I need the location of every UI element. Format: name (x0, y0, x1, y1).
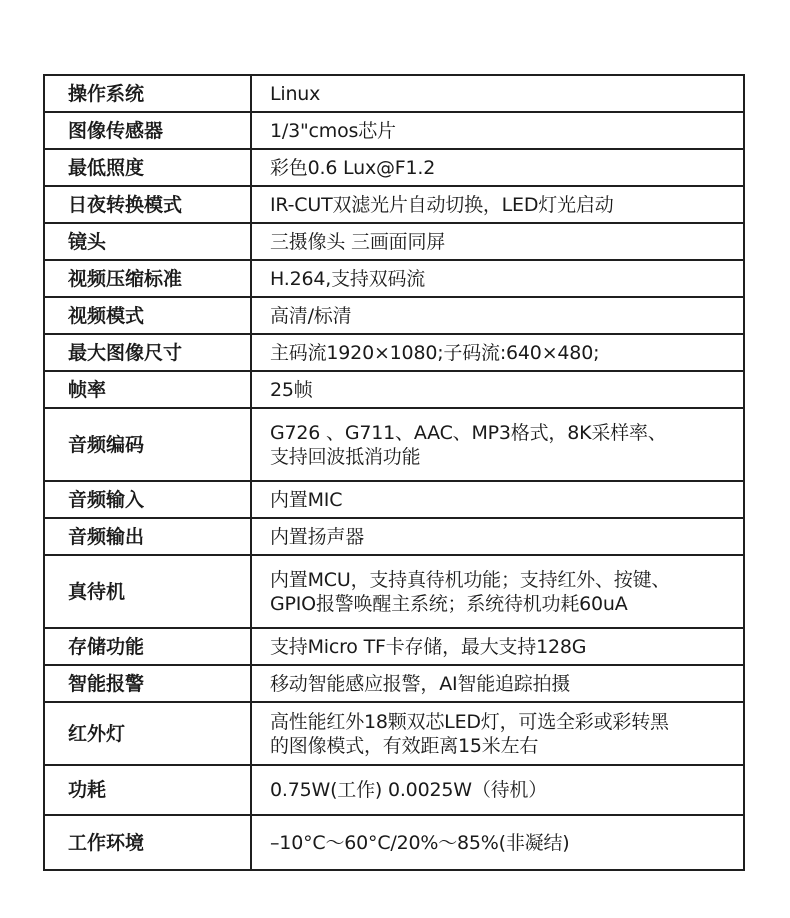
spec-label: 最低照度 (44, 149, 251, 186)
spec-label: 红外灯 (44, 702, 251, 765)
spec-row (44, 371, 744, 408)
spec-value-cell (251, 481, 744, 518)
spec-value-cell (251, 334, 744, 371)
spec-table-body (44, 75, 744, 870)
spec-label: 最大图像尺寸 (44, 334, 251, 371)
spec-value-cell (251, 702, 744, 765)
spec-value: H.264,支持双码流 (270, 267, 426, 290)
spec-value: Linux (270, 82, 321, 105)
spec-label: 工作环境 (44, 815, 251, 870)
spec-value-cell (251, 765, 744, 815)
spec-value: 主码流1920×1080;子码流:640×480; (270, 341, 600, 364)
spec-label: 镜头 (44, 223, 251, 260)
spec-value: 移动智能感应报警，AI智能追踪拍摄 (270, 672, 571, 695)
spec-label: 智能报警 (44, 665, 251, 702)
spec-label: 功耗 (44, 765, 251, 815)
spec-table (43, 74, 745, 871)
spec-value: 高性能红外18颗双芯LED灯，可选全彩或彩转黑 的图像模式，有效距离15米左右 (270, 710, 669, 757)
spec-row (44, 628, 744, 665)
spec-value-cell (251, 186, 744, 223)
spec-value: IR-CUT双滤光片自动切换，LED灯光启动 (270, 193, 614, 216)
spec-value-cell (251, 297, 744, 334)
spec-row (44, 555, 744, 628)
spec-row (44, 665, 744, 702)
spec-value-cell (251, 408, 744, 481)
spec-value-cell (251, 665, 744, 702)
spec-row (44, 260, 744, 297)
spec-row (44, 518, 744, 555)
spec-value: 0.75W(工作) 0.0025W（待机） (270, 779, 548, 801)
spec-label: 图像传感器 (44, 112, 251, 149)
spec-value: 1/3"cmos芯片 (270, 119, 396, 142)
spec-value: 内置扬声器 (270, 525, 365, 548)
spec-row (44, 702, 744, 765)
spec-row (44, 297, 744, 334)
spec-label: 音频输入 (44, 481, 251, 518)
spec-value: 彩色0.6 Lux@F1.2 (270, 156, 436, 179)
spec-label: 音频编码 (44, 408, 251, 481)
spec-row (44, 408, 744, 481)
spec-value-cell (251, 112, 744, 149)
spec-row (44, 186, 744, 223)
spec-row (44, 334, 744, 371)
spec-label: 日夜转换模式 (44, 186, 251, 223)
spec-value-cell (251, 223, 744, 260)
spec-label: 视频模式 (44, 297, 251, 334)
spec-value: 25帧 (270, 378, 313, 401)
spec-value: 内置MIC (270, 488, 343, 511)
spec-value-cell (251, 371, 744, 408)
spec-value-cell (251, 555, 744, 628)
spec-value-cell (251, 815, 744, 870)
spec-value: 支持Micro TF卡存储，最大支持128G (270, 635, 587, 658)
spec-row (44, 223, 744, 260)
spec-row (44, 75, 744, 112)
spec-row (44, 481, 744, 518)
spec-value: 内置MCU，支持真待机功能；支持红外、按键、 GPIO报警唤醒主系统；系统待机功耗60uA (270, 568, 671, 615)
spec-label: 操作系统 (44, 75, 251, 112)
spec-label: 视频压缩标准 (44, 260, 251, 297)
spec-value: G726 、G711、AAC、MP3格式，8K采样率、 支持回波抵消功能 (270, 421, 667, 468)
spec-label: 音频输出 (44, 518, 251, 555)
spec-value-cell (251, 260, 744, 297)
spec-value-cell (251, 518, 744, 555)
spec-row (44, 815, 744, 870)
spec-value-cell (251, 75, 744, 112)
spec-row (44, 149, 744, 186)
spec-label: 真待机 (44, 555, 251, 628)
spec-value: 三摄像头 三画面同屏 (270, 230, 446, 253)
spec-value: –10°C～60°C/20%～85%(非凝结) (270, 831, 570, 854)
spec-value-cell (251, 149, 744, 186)
spec-value-cell (251, 628, 744, 665)
spec-label: 存储功能 (44, 628, 251, 665)
spec-row (44, 112, 744, 149)
spec-label: 帧率 (44, 371, 251, 408)
spec-value: 高清/标清 (270, 304, 352, 327)
spec-row (44, 765, 744, 815)
